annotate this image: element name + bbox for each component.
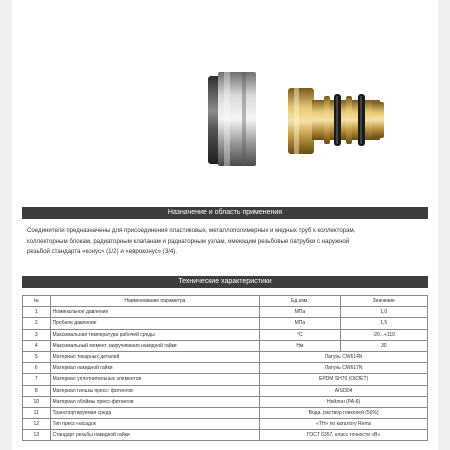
table-row	[23, 419, 428, 430]
value-cell: 1,0	[340, 307, 428, 318]
row-number-cell: 11	[23, 407, 51, 418]
row-number-cell: 7	[23, 374, 51, 385]
row-number-cell: 2	[23, 318, 51, 329]
row-number-cell: 1	[23, 307, 51, 318]
description-text	[27, 226, 429, 258]
description-line: Соединители предназначены для присоединения пластиковых, металлополимерных и медных труб к коллекторам,	[27, 227, 356, 234]
parameter-cell: Максимальная температура рабочей среды	[50, 329, 260, 340]
table-row	[23, 430, 428, 441]
unit-cell: Нм	[260, 340, 340, 351]
row-number-cell: 6	[23, 363, 51, 374]
value-cell: 1,5	[340, 318, 428, 329]
row-number-cell: 10	[23, 396, 51, 407]
parameter-cell: Максимальный момент закручивания накидной гайки	[50, 340, 260, 351]
value-cell: Латунь CW617N	[260, 363, 428, 374]
value-cell: AISI304	[260, 385, 428, 396]
parameter-cell: Тип пресс-насадок	[50, 419, 260, 430]
parameter-cell: Материал накидной гайки	[50, 363, 260, 374]
unit-cell: МПа	[260, 318, 340, 329]
row-number-cell: 3	[23, 329, 51, 340]
parameter-cell: Стандарт резьбы накидной гайки	[50, 430, 260, 441]
description-line: резьбой стандарта «конус» (1/2) и «евроконус» (3/4).	[27, 248, 178, 255]
unit-cell: °С	[260, 329, 340, 340]
row-number-cell: 4	[23, 340, 51, 351]
parameter-cell: Пробное давление	[50, 318, 260, 329]
table-row	[23, 396, 428, 407]
parameter-cell: Материал обоймы пресс-фитингов	[50, 396, 260, 407]
parameter-cell: Транспортируемая среда	[50, 407, 260, 418]
parameter-cell: Материал гильзы пресс- фитингов	[50, 385, 260, 396]
table-row	[23, 374, 428, 385]
row-number-cell: 8	[23, 385, 51, 396]
column-header-parameter: Наименование параметра	[50, 296, 260, 307]
table-row	[23, 363, 428, 374]
value-cell: Вода, раствор гликолей (50%)	[260, 407, 428, 418]
table-row	[23, 340, 428, 351]
value-cell: EPDM SH70 (ОКЗЕТ)	[260, 374, 428, 385]
table-row	[23, 329, 428, 340]
value-cell: Нейлон (РА-6)	[260, 396, 428, 407]
table-row	[23, 385, 428, 396]
fitting-product-image	[196, 66, 396, 174]
unit-cell: МПа	[260, 307, 340, 318]
parameter-cell: Номинальное давление	[50, 307, 260, 318]
value-cell: ГОСТ 6357, класс точности «В»	[260, 430, 428, 441]
compression-nut-icon	[208, 72, 256, 166]
row-number-cell: 13	[23, 430, 51, 441]
table-row	[23, 318, 428, 329]
row-number-cell: 5	[23, 351, 51, 362]
column-header-value: Значение	[340, 296, 428, 307]
row-number-cell: 12	[23, 419, 51, 430]
value-cell: Латунь CW614N	[260, 351, 428, 362]
value-cell: -20...+110	[340, 329, 428, 340]
column-header-unit: Ед.изм.	[260, 296, 340, 307]
section-title-specs: Технические характеристики	[22, 276, 428, 288]
description-line: коллекторным блокам, радиаторным клапанам и радиаторным узлам, имеющим резьбовые патрубки с наружной	[27, 237, 350, 245]
table-row	[23, 407, 428, 418]
section-title-purpose: Назначение и область применения	[22, 207, 428, 219]
table-header-row	[23, 296, 428, 307]
table-row	[23, 351, 428, 362]
specs-table	[22, 295, 428, 441]
table-row	[23, 307, 428, 318]
column-header-number: №	[23, 296, 51, 307]
value-cell: 30	[340, 340, 428, 351]
value-cell: «ТН» по каталогу Rems	[260, 419, 428, 430]
parameter-cell: Материал токарных деталей	[50, 351, 260, 362]
parameter-cell: Материал уплотнительных элементов	[50, 374, 260, 385]
